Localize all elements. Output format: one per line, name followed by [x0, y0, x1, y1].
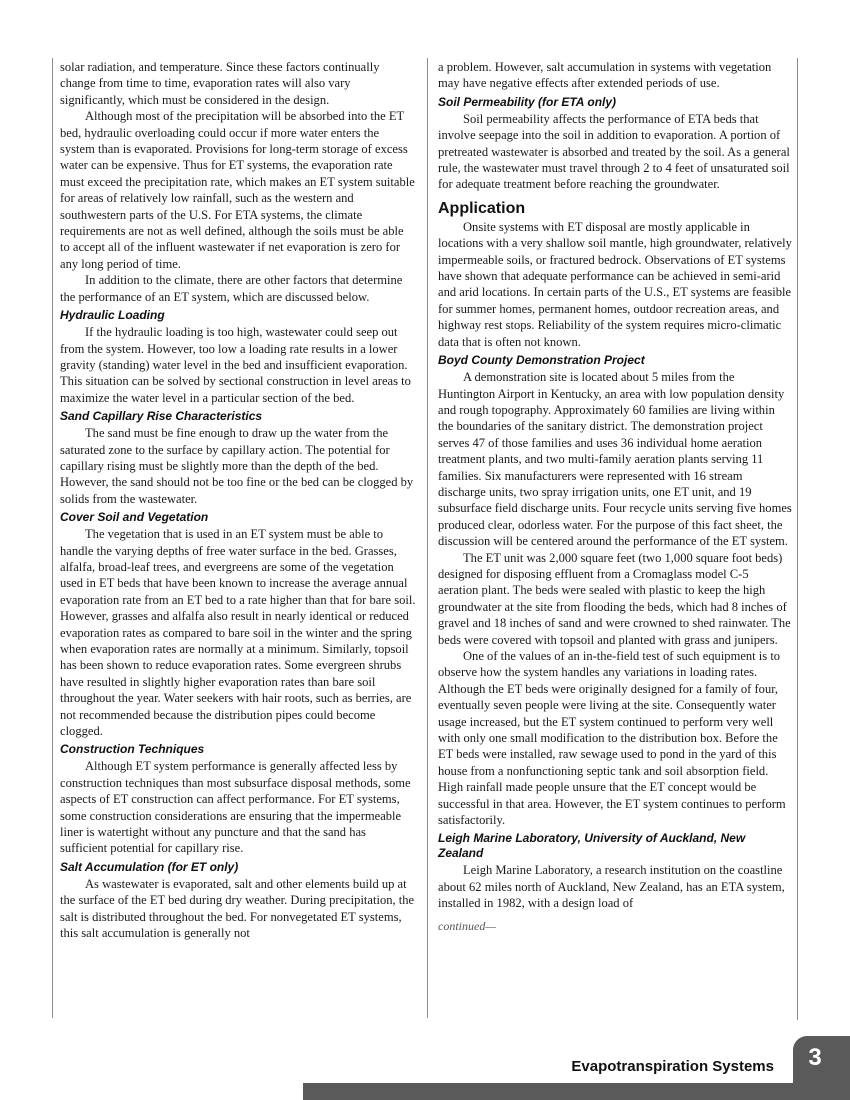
footer-title: Evapotranspiration Systems [571, 1058, 774, 1075]
paragraph: In addition to the climate, there are other factors that determine the performance of an ET system, which are discussed below. [60, 273, 403, 304]
heading-application: Application [438, 199, 526, 217]
heading-boyd-county: Boyd County Demonstration Project [438, 353, 645, 368]
right-column [438, 59, 792, 934]
heading-soil-permeability: Soil Permeability (for ETA only) [438, 94, 617, 109]
paragraph: The sand must be fine enough to draw up the water from the saturated zone to the surface by capillary action. The potential for capillary rising must be slightly more than the depth of the bed. However, the sand should not be too fine or the bed can be clogged by solids from the wastewater. [60, 426, 414, 506]
paragraph: If the hydraulic loading is too high, wastewater could seep out from the system. However, too low a loading rate results in a lower gravity (standing) water level in the bed and insufficient evaporation. This situation can be solved by sectional construction in level areas to maximize the water level in a particular section of the bed. [60, 325, 411, 405]
paragraph: The vegetation that is used in an ET system must be able to handle the varying depths of free water surface in the bed. Grasses, alfalfa, broad-leaf trees, and evergreens are some of the vegetation used in ET beds that have been known to increase the average annual evaporation rate from an ET bed to a rate higher than that for bare soil. However, grasses and alfalfa also result in nearly identical or reduced evaporation rates as compared to bare soil in the winter and the spring when evaporation rates are normally at a minimum. Similarly, topsoil has been shown to reduce evaporation rates. Some evergreen shrubs have resulted in slightly higher evaporation rates than bare soil throughout the year. Water seekers with hair roots, such as berries, are not recommended because the distribution pipes could become clogged. [60, 527, 416, 739]
heading-cover-soil: Cover Soil and Vegetation [60, 510, 209, 525]
right-margin-rule [797, 58, 798, 1020]
footer-bar [303, 1083, 850, 1100]
paragraph: The ET unit was 2,000 square feet (two 1,000 square foot beds) designed for disposing effluent from a Cromaglass model C-5 aeration plant. The beds were sealed with plastic to keep the high groundwater at the site from flooding the beds, which had 8 inches of gravel and 18 inches of sand and were crowned to shed rainwater. The beds were covered with topsoil and planted with grass and junipers. [438, 550, 791, 647]
heading-construction: Construction Techniques [60, 742, 205, 757]
column-divider-rule [427, 58, 428, 1018]
page-number: 3 [808, 1044, 822, 1071]
paragraph: One of the values of an in-the-field test of such equipment is to observe how the system handles any variations in loading rates. Although the ET beds were originally designed for a family of four, eventually seven people were living at the site. Consequently water usage increased, but the ET system continued to perform very well with only one small modification to the distribution box. Before the ET beds were installed, raw sewage used to pond in the yard of this house from a nonfunctioning septic tank and soil absorption field. High rainfall made people unsure that the ET concept would be successful in that area. However, the ET system continues to perform satisfactorily. [438, 649, 786, 828]
paragraph: As wastewater is evaporated, salt and other elements build up at the surface of the ET bed during dry weather. During precipitation, the salt is distributed throughout the bed. For nonvegetated ET systems, this salt accumulation is generally not [60, 876, 415, 941]
paragraph: solar radiation, and temperature. Since these factors continually change from time to time, evaporation rates will also vary significantly, which must be considered in the design. [60, 60, 380, 107]
left-margin-rule [52, 58, 53, 1018]
continued-marker: continued— [438, 918, 496, 933]
heading-hydraulic-loading: Hydraulic Loading [60, 308, 165, 323]
heading-leigh-marine: Leigh Marine Laboratory, University of Auckland, New Zealand [438, 831, 746, 861]
paragraph: A demonstration site is located about 5 miles from the Huntington Airport in Kentucky, an area with low population density and rough topography. Approximately 60 families are living within the boundaries of the sanitary district. The demonstration project serves 47 of those families and uses 36 individual home aeration treatment plants, and two multi-family aeration plants serving 11 families. Six manufacturers were represented with 16 stream discharge units, two spray irrigation units, one ET unit, and 19 subsurface field discharge units. Four recycle units serving five homes produced clear, odorless water. For the purpose of this fact sheet, the discussion will be centered around the performance of the ET system. [438, 370, 792, 549]
heading-sand-capillary: Sand Capillary Rise Characteristics [60, 409, 263, 424]
paragraph: a problem. However, salt accumulation in systems with vegetation may have negative effects after extended periods of use. [438, 60, 772, 91]
page-number-tab [793, 1036, 850, 1100]
paragraph: Onsite systems with ET disposal are mostly applicable in locations with a very shallow soil mantle, high groundwater, relatively impermeable soils, or fractured bedrock. Observations of ET systems have shown that adequate performance can be achieved in semi-arid and arid locations. In certain parts of the U.S., ET systems are feasible for summer homes, permanent homes, outdoor recreation areas, and highway rest stops. Reliability of the system requires micro-climatic data that is often not known. [438, 219, 792, 349]
heading-salt-accumulation: Salt Accumulation (for ET only) [60, 859, 239, 874]
paragraph: Soil permeability affects the performance of ETA beds that involve seepage into the soil in addition to evaporation. A portion of pretreated wastewater is absorbed and treated by the soil. As a general rule, the wastewater must travel through 2 to 4 feet of unsaturated soil for adequate treatment before reaching the groundwater. [438, 111, 790, 192]
paragraph: Leigh Marine Laboratory, a research institution on the coastline about 62 miles north of Auckland, New Zealand, has an ETA system, installed in 1982, with a design load of [438, 863, 785, 911]
left-column [60, 59, 416, 942]
paragraph: Although ET system performance is generally affected less by construction techniques than most subsurface disposal methods, some aspects of ET construction can affect performance. For ET systems, some construction considerations are ensuring that the impermeable liner is watertight without any puncture and that the sand has sufficient potential for capillary rise. [60, 759, 411, 856]
paragraph: Although most of the precipitation will be absorbed into the ET bed, hydraulic overloading could occur if more water enters the system than is evaporated. Provisions for long-term storage of excess water can be expensive. Thus for ET systems, the evaporation rate must exceed the precipitation rate, which makes an ET system suitable for areas of relatively low rainfall, such as the western and southwestern parts of the U.S. For ETA systems, the climate requirements are not as well defined, although the soils must be able to accept all of the influent wastewater if net evaporation is zero for any long period of time. [60, 109, 415, 271]
